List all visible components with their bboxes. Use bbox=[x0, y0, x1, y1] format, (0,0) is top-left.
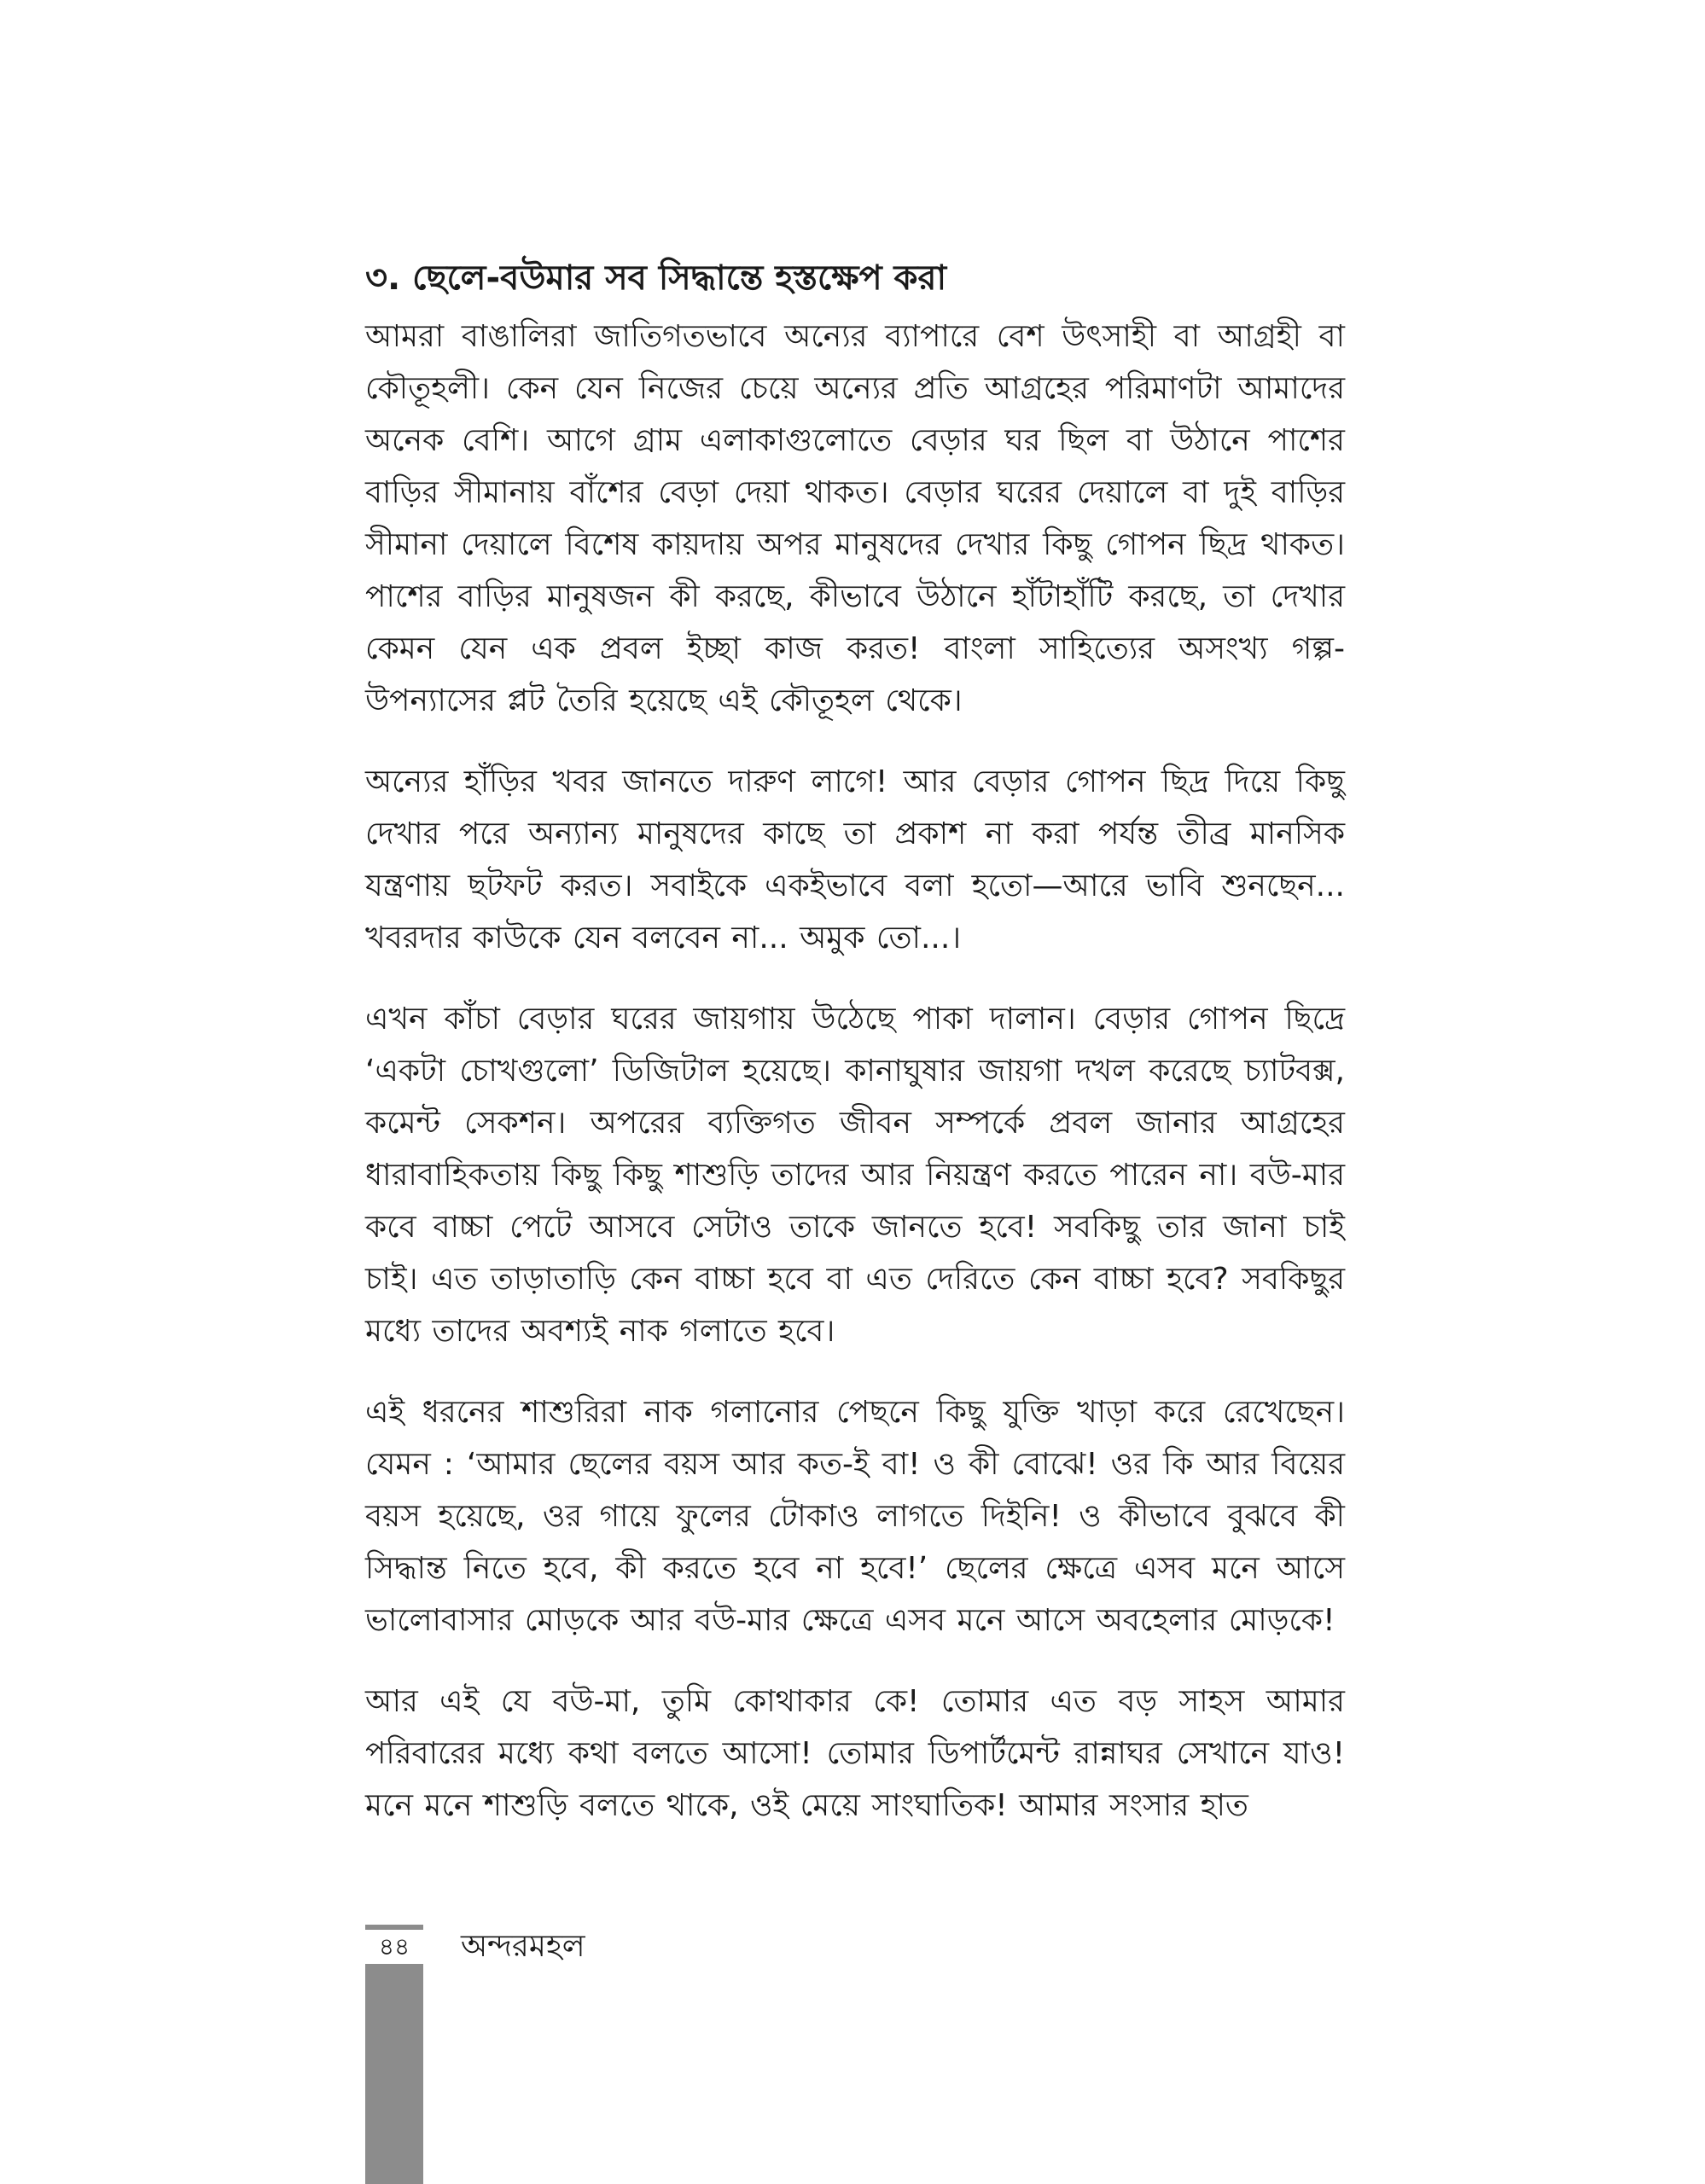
paragraph-5: আর এই যে বউ-মা, তুমি কোথাকার কে! তোমার এত বড় সাহস আমার পরিবারের মধ্যে কথা বলতে আসো! তোমার ডিপার্টমেন্ট রান্নাঘর সেখানে যাও! মনে মনে শাশুড়ি বলতে থাকে, ওই মেয়ে সাংঘাতিক! আমার সংসার হাত bbox=[365, 1684, 1345, 1823]
paragraph-3: এখন কাঁচা বেড়ার ঘরের জায়গায় উঠেছে পাকা দালান। বেড়ার গোপন ছিদ্রে ‘একটা চোখগুলো’ ডিজিটাল হয়েছে। কানাঘুষার জায়গা দখল করেছে চ্যাটবক্স, কমেন্ট সেকশন। অপরের ব্যক্তিগত জীবন সম্পর্কে প্রবল জানার আগ্রহের ধারাবাহিকতায় কিছু কিছু শাশুড়ি তাদের আর নিয়ন্ত্রণ করতে পারেন না। বউ-মার কবে বাচ্চা পেটে আসবে সেটাও তাকে জানতে হবে! সবকিছু তার জানা চাই চাই। এত তাড়াতাড়ি কেন বাচ্চা হবে বা এত দেরিতে কেন বাচ্চা হবে? সবকিছুর মধ্যে তাদের অবশ্যই নাক গলাতে হবে। bbox=[365, 1002, 1345, 1349]
paragraph-1: আমরা বাঙালিরা জাতিগতভাবে অন্যের ব্যাপারে বেশ উৎসাহী বা আগ্রহী বা কৌতূহলী। কেন যেন নিজের চেয়ে অন্যের প্রতি আগ্রহের পরিমাণটা আমাদের অনেক বেশি। আগে গ্রাম এলাকাগুলোতে বেড়ার ঘর ছিল বা উঠানে পাশের বাড়ির সীমানায় বাঁশের বেড়া দেয়া থাকত। বেড়ার ঘরের দেয়ালে বা দুই বাড়ির সীমানা দেয়ালে বিশেষ কায়দায় অপর মানুষদের দেখার কিছু গোপন ছিদ্র থাকত। পাশের বাড়ির মানুষজন কী করছে, কীভাবে উঠানে হাঁটাহাঁটি করছে, তা দেখার কেমন যেন এক প্রবল ইচ্ছা কাজ করত! বাংলা সাহিত্যের অসংখ্য গল্প-উপন্যাসের প্লট তৈরি হয়েছে এই কৌতূহল থেকে। bbox=[365, 319, 1345, 718]
paragraph-4: এই ধরনের শাশুরিরা নাক গলানোর পেছনে কিছু যুক্তি খাড়া করে রেখেছেন। যেমন : ‘আমার ছেলের বয়স আর কত-ই বা! ও কী বোঝে! ওর কি আর বিয়ের বয়স হয়েছে, ওর গায়ে ফুলের টোকাও লাগতে দিইনি! ও কীভাবে বুঝবে কী সিদ্ধান্ত নিতে হবে, কী করতে হবে না হবে!’ ছেলের ক্ষেত্রে এসব মনে আসে ভালোবাসার মোড়কে আর বউ-মার ক্ষেত্রে এসব মনে আসে অবহেলার মোড়কে! bbox=[365, 1395, 1345, 1638]
page-number: ৪৪ bbox=[365, 1930, 423, 1964]
footer-decorative-bar bbox=[365, 1932, 423, 2184]
paragraph-2: অন্যের হাঁড়ির খবর জানতে দারুণ লাগে! আর বেড়ার গোপন ছিদ্র দিয়ে কিছু দেখার পরে অন্যান্য মানুষদের কাছে তা প্রকাশ না করা পর্যন্ত তীব্র মানসিক যন্ত্রণায় ছটফট করত। সবাইকে একইভাবে বলা হতো—আরে ভাবি শুনছেন... খবরদার কাউকে যেন বলবেন না... অমুক তো...। bbox=[365, 764, 1345, 956]
running-book-title: অন্দরমহল bbox=[461, 1929, 585, 1964]
page-content bbox=[365, 253, 1345, 1861]
section-heading: ৩. ছেলে-বউমার সব সিদ্ধান্তে হস্তক্ষেপ করা bbox=[365, 258, 947, 298]
